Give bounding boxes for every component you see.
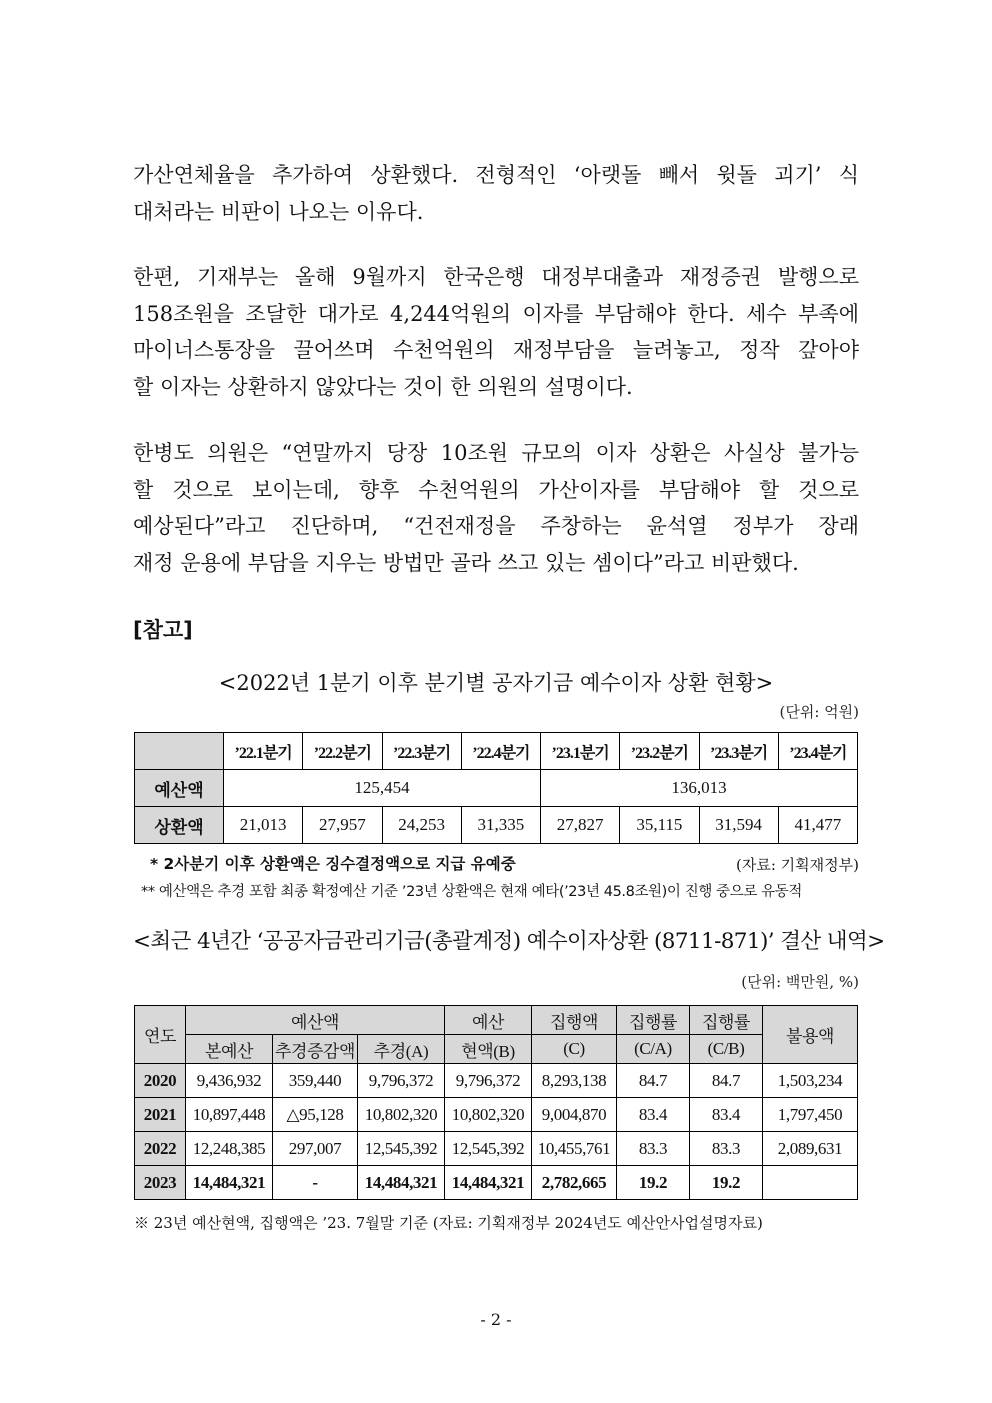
repayment-cell: 35,115 bbox=[620, 807, 699, 844]
table-cell: 19.2 bbox=[690, 1166, 763, 1200]
year-header: 연도 bbox=[135, 1006, 186, 1064]
budget-2022-cell: 125,454 bbox=[224, 770, 541, 807]
repayment-cell: 31,594 bbox=[699, 807, 778, 844]
table-cell: 14,484,321 bbox=[186, 1166, 273, 1200]
rate-ca-header-2: (C/A) bbox=[617, 1035, 690, 1064]
budget-2023-cell: 136,013 bbox=[541, 770, 858, 807]
table-cell: 9,796,372 bbox=[358, 1064, 445, 1098]
supplementary-header: 추경(A) bbox=[358, 1035, 445, 1064]
repayment-cell: 41,477 bbox=[778, 807, 857, 844]
table1-note: * 2사분기 이후 상환액은 징수결정액으로 지급 유예중 bbox=[150, 855, 516, 873]
table-cell: 10,802,320 bbox=[445, 1098, 532, 1132]
table1-title: <2022년 1분기 이후 분기별 공자기금 예수이자 상환 현황> bbox=[218, 671, 774, 695]
table-cell: 83.3 bbox=[690, 1132, 763, 1166]
rate-cb-header-2: (C/B) bbox=[690, 1035, 763, 1064]
paragraph-line: 재정 운용에 부담을 지우는 방법만 골라 쓰고 있는 셈이다”라고 비판했다. bbox=[133, 550, 799, 575]
supplementary-diff-header: 추경증감액 bbox=[273, 1035, 358, 1064]
budget-header: 예산액 bbox=[186, 1006, 445, 1035]
paragraph-3 bbox=[133, 435, 859, 581]
row-label-budget: 예산액 bbox=[135, 770, 224, 807]
table-row bbox=[135, 1064, 858, 1098]
repayment-cell: 24,253 bbox=[382, 807, 461, 844]
paragraph-line: 할 이자는 상환하지 않았다는 것이 한 의원의 설명이다. bbox=[133, 374, 633, 399]
table-cell: 2,782,665 bbox=[532, 1166, 617, 1200]
table-cell: 84.7 bbox=[690, 1064, 763, 1098]
repayment-cell: 21,013 bbox=[224, 807, 303, 844]
table-row bbox=[135, 1132, 858, 1166]
paragraph-line: 대처라는 비판이 나오는 이유다. bbox=[133, 199, 424, 224]
table-cell: 19.2 bbox=[617, 1166, 690, 1200]
quarter-header: ’22.2분기 bbox=[303, 733, 382, 770]
paragraph-1 bbox=[133, 157, 859, 230]
repayment-cell: 31,335 bbox=[461, 807, 540, 844]
table-row bbox=[135, 807, 858, 844]
table-cell: 12,545,392 bbox=[445, 1132, 532, 1166]
table-cell: 83.4 bbox=[690, 1098, 763, 1132]
table-cell: 359,440 bbox=[273, 1064, 358, 1098]
current-budget-header: 예산 bbox=[445, 1006, 532, 1035]
table2-title: <최근 4년간 ‘공공자금관리기금(총괄계정) 예수이자상환 (8711-871)’ 결산 내역> bbox=[133, 929, 885, 954]
table-cell: 8,293,138 bbox=[532, 1064, 617, 1098]
paragraph-line: 158조원을 조달한 대가로 4,244억원의 이자를 부담해야 한다. 세수 부족에 bbox=[133, 301, 859, 326]
table-cell: 297,007 bbox=[273, 1132, 358, 1166]
table-cell: 83.3 bbox=[617, 1132, 690, 1166]
quarter-header: ’23.2분기 bbox=[620, 733, 699, 770]
table-cell: 1,797,450 bbox=[763, 1098, 858, 1132]
table2-unit: (단위: 백만원, %) bbox=[741, 973, 859, 991]
table-cell: 10,897,448 bbox=[186, 1098, 273, 1132]
execution-header: 집행액 bbox=[532, 1006, 617, 1035]
table-cell: 10,455,761 bbox=[532, 1132, 617, 1166]
table-cell: 83.4 bbox=[617, 1098, 690, 1132]
year-cell: 2023 bbox=[135, 1166, 186, 1200]
table-row bbox=[135, 1166, 858, 1200]
table-cell: 2,089,631 bbox=[763, 1132, 858, 1166]
table-cell bbox=[763, 1166, 858, 1200]
table-cell: 12,248,385 bbox=[186, 1132, 273, 1166]
reference-label: [참고] bbox=[133, 618, 193, 642]
table1-source: (자료: 기획재정부) bbox=[736, 856, 859, 874]
table-row bbox=[135, 1098, 858, 1132]
rate-ca-header: 집행률 bbox=[617, 1006, 690, 1035]
table-cell: 9,004,870 bbox=[532, 1098, 617, 1132]
current-budget-header-2: 현액(B) bbox=[445, 1035, 532, 1064]
paragraph-2 bbox=[133, 259, 859, 405]
repayment-cell: 27,827 bbox=[541, 807, 620, 844]
paragraph-line: 할 것으로 보이는데, 향후 수천억원의 가산이자를 부담해야 할 것으로 bbox=[133, 477, 859, 502]
paragraph-line: 한병도 의원은 “연말까지 당장 10조원 규모의 이자 상환은 사실상 불가능 bbox=[133, 441, 859, 465]
paragraph-line: 예상된다”라고 진단하며, “건전재정을 주창하는 윤석열 정부가 장래 bbox=[133, 514, 859, 538]
table-cell: 9,796,372 bbox=[445, 1064, 532, 1098]
table2-note: ※ 23년 예산현액, 집행액은 ’23. 7월말 기준 (자료: 기획재정부 2024년도 예산안사업설명자료) bbox=[134, 1214, 763, 1232]
quarter-header: ’23.3분기 bbox=[699, 733, 778, 770]
table-cell: △95,128 bbox=[273, 1098, 358, 1132]
table-cell: 12,545,392 bbox=[358, 1132, 445, 1166]
table1-footnote: ** 예산액은 추경 포함 최종 확정예산 기준 ’23년 상환액은 현재 예타(’23년 45.8조원)이 진행 중으로 유동적 bbox=[141, 884, 803, 900]
year-cell: 2020 bbox=[135, 1064, 186, 1098]
repayment-cell: 27,957 bbox=[303, 807, 382, 844]
rate-cb-header: 집행률 bbox=[690, 1006, 763, 1035]
unused-header: 불용액 bbox=[763, 1006, 858, 1064]
table-cell: 1,503,234 bbox=[763, 1064, 858, 1098]
table-cell: 14,484,321 bbox=[358, 1166, 445, 1200]
table-cell: - bbox=[273, 1166, 358, 1200]
quarter-header: ’22.4분기 bbox=[461, 733, 540, 770]
table-cell: 14,484,321 bbox=[445, 1166, 532, 1200]
paragraph-line: 가산연체율을 추가하여 상환했다. 전형적인 ‘아랫돌 빼서 윗돌 괴기’ 식 bbox=[133, 163, 859, 187]
quarter-header: ’23.4분기 bbox=[778, 733, 857, 770]
base-budget-header: 본예산 bbox=[186, 1035, 273, 1064]
quarterly-repayment-table bbox=[134, 732, 858, 844]
table-header-row bbox=[135, 1006, 858, 1035]
year-cell: 2021 bbox=[135, 1098, 186, 1132]
quarter-header: ’22.3분기 bbox=[382, 733, 461, 770]
table-cell: 9,436,932 bbox=[186, 1064, 273, 1098]
page-number: - 2 - bbox=[480, 1310, 512, 1329]
table-cell: 84.7 bbox=[617, 1064, 690, 1098]
paragraph-line: 한편, 기재부는 올해 9월까지 한국은행 대정부대출과 재정증권 발행으로 bbox=[133, 265, 859, 289]
row-label-repayment: 상환액 bbox=[135, 807, 224, 844]
quarter-header: ’22.1분기 bbox=[224, 733, 303, 770]
table-header-row bbox=[135, 733, 858, 770]
quarter-header: ’23.1분기 bbox=[541, 733, 620, 770]
settlement-table bbox=[134, 1005, 858, 1200]
table-corner-cell bbox=[135, 733, 224, 770]
year-cell: 2022 bbox=[135, 1132, 186, 1166]
table-header-row bbox=[135, 1035, 858, 1064]
paragraph-line: 마이너스통장을 끌어쓰며 수천억원의 재정부담을 늘려놓고, 정작 갚아야 bbox=[133, 338, 859, 362]
table-row bbox=[135, 770, 858, 807]
table-cell: 10,802,320 bbox=[358, 1098, 445, 1132]
execution-header-2: (C) bbox=[532, 1035, 617, 1064]
table1-unit: (단위: 억원) bbox=[779, 703, 859, 721]
